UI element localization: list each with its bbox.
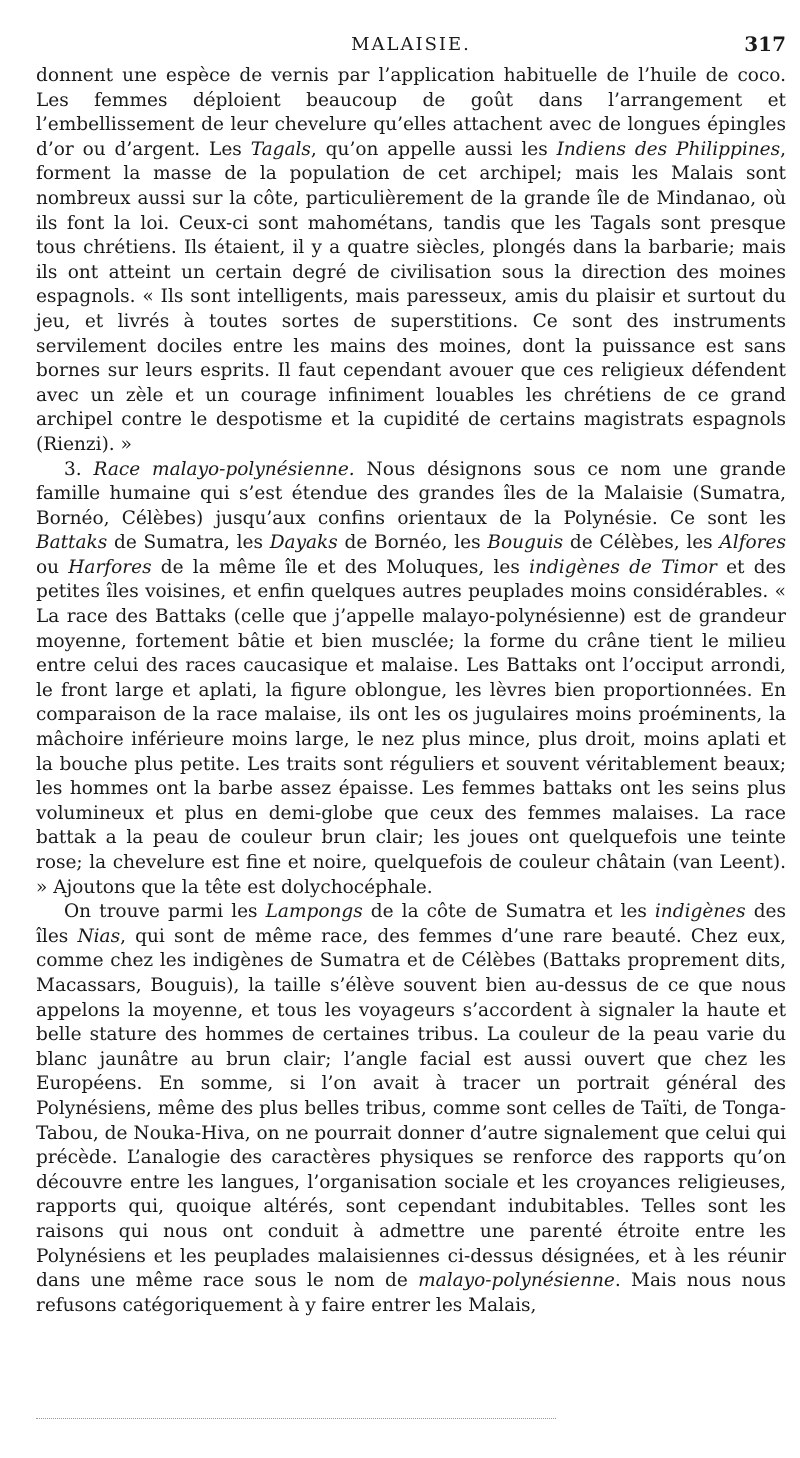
italic-text: indigènes — [654, 901, 746, 923]
text-run: des îles — [36, 901, 786, 947]
text-run: et des petites îles voisines, et enfin quelques autres peuplades moins considérables. « La race des Battaks (celle que j’appelle malayo-polynésienne) est de grandeur moyenne, fortement bâtie et bien musclée; la forme du crâne tient le milieu entre celui des races caucasique et malaise. Les Battaks ont l’occiput arrondi, le front large et aplati, la figure oblongue, les lèvres bien proportionnées. En comparaison de la race malaise, ils ont les os jugulaires moins proéminents, la mâchoire inférieure moins large, le nez plus mince, plus droit, moins aplati et la bouche plus petite. Les traits sont réguliers et souvent véritablement beaux; les hommes ont la barbe assez épaisse. Les femmes battaks ont les seins plus volumineux et plus en demi-globe que ceux des femmes malaises. La race battak a la peau de couleur brun clair; les joues ont quelquefois une teinte rose; la chevelure est fine et noire, quelquefois de couleur châtain (van Leent). » Ajoutons que la tête est dolychocéphale. — [36, 556, 786, 898]
text-run: , qu’on appelle aussi les — [310, 138, 557, 160]
italic-text: Battaks — [36, 532, 108, 554]
italic-text: Harfores — [68, 556, 152, 578]
text-run: ou — [36, 556, 69, 578]
italic-text: Indiens des Philippines — [556, 138, 781, 160]
italic-text: Lampongs — [265, 901, 363, 923]
text-body — [36, 64, 786, 1318]
footer-dotted-rule — [36, 1418, 556, 1419]
text-run: donnent une espèce de vernis par l’application habituelle de l’huile de coco. Les femmes déploient beaucoup de goût dans l’arrangement et l’embellissement de leur chevelure qu’elles attachent avec de longues épingles d’or ou d’argent. Les — [36, 65, 786, 160]
running-title: MALAISIE. — [351, 34, 471, 55]
text-run: Nous désignons sous ce nom une grande famille humaine qui s’est étendue des grandes îles de la Malaisie (Sumatra, Bornéo, Célèbes) jusqu’aux confins orientaux de la Polynésie. Ce sont les — [36, 458, 786, 529]
italic-text: Nias — [77, 925, 121, 947]
text-run: de Bornéo, les — [337, 532, 488, 554]
text-run: de la côte de Sumatra et les — [362, 901, 655, 923]
text-run: de la même île et des Moluques, les — [151, 556, 530, 578]
italic-text: malayo-polynésienne — [418, 1270, 615, 1292]
text-run: de Célèbes, les — [563, 532, 720, 554]
italic-text: Race malayo-polynésienne. — [93, 458, 355, 480]
paragraph — [36, 900, 786, 1318]
italic-text: Alfores — [719, 532, 786, 554]
running-head — [36, 30, 786, 60]
paragraph — [36, 64, 786, 458]
italic-text: indigènes de Timor — [529, 556, 717, 578]
text-run: . Mais nous nous refusons catégoriquement à y faire entrer les Malais, — [36, 1270, 787, 1316]
italic-text: Bouguis — [487, 532, 564, 554]
text-run: , forment la masse de la population de cet archipel; mais les Malais sont nombreux aussi sur la côte, particulièrement de la grande île de Mindanao, où ils font la loi. Ceux-ci sont mahométans, tandis que les Tagals sont presque tous chrétiens. Ils étaient, il y a quatre siècles, plongés dans la barbarie; mais ils ont atteint un certain degré de civilisation sous la direction des moines espagnols. « Ils sont intelligents, mais paresseux, amis du plaisir et surtout du jeu, et livrés à toutes sortes de superstitions. Ce sont des instruments servilement dociles entre les mains des moines, dont la puissance est sans bornes sur leurs esprits. Il faut cependant avouer que ces religieux défendent avec un zèle et un courage infiniment louables les chrétiens de ce grand archipel contre le despotisme et la cupidité de certains magistrats espagnols (Rienzi). » — [36, 138, 786, 455]
text-run: , qui sont de même race, des femmes d’une rare beauté. Chez eux, comme chez les indigènes de Sumatra et de Célèbes (Battaks proprement dits, Macassars, Bouguis), la taille s’élève souvent bien au-dessus de ce que nous appelons la moyenne, et tous les voyageurs s’accordent à signaler la haute et belle stature des hommes de certaines tribus. La couleur de la peau varie du blanc jaunâtre au brun clair; l’angle facial est aussi ouvert que chez les Européens. En somme, si l’on avait à tracer un portrait général des Polynésiens, même des plus belles tribus, comme sont celles de Taïti, de Tonga-Tabou, de Nouka-Hiva, on ne pourrait donner d’autre signalement que celui qui précède. L’analogie des caractères physiques se renforce des rapports qu’on découvre entre les langues, l’organisation sociale et les croyances religieuses, rapports qui, quoique altérés, sont cependant indubitables. Telles sont les raisons qui nous ont conduit à admettre une parenté étroite entre les Polynésiens et les peuplades malaisiennes ci-dessus désignées, et à les réunir dans une même race sous le nom de — [36, 925, 787, 1292]
italic-text: Dayaks — [269, 532, 338, 554]
paragraph — [36, 458, 786, 901]
page-number: 317 — [744, 32, 786, 56]
text-run: 3. — [64, 458, 94, 480]
text-run: de Sumatra, les — [107, 532, 270, 554]
italic-text: Tagals — [250, 138, 311, 160]
text-run: On trouve parmi les — [64, 901, 266, 923]
